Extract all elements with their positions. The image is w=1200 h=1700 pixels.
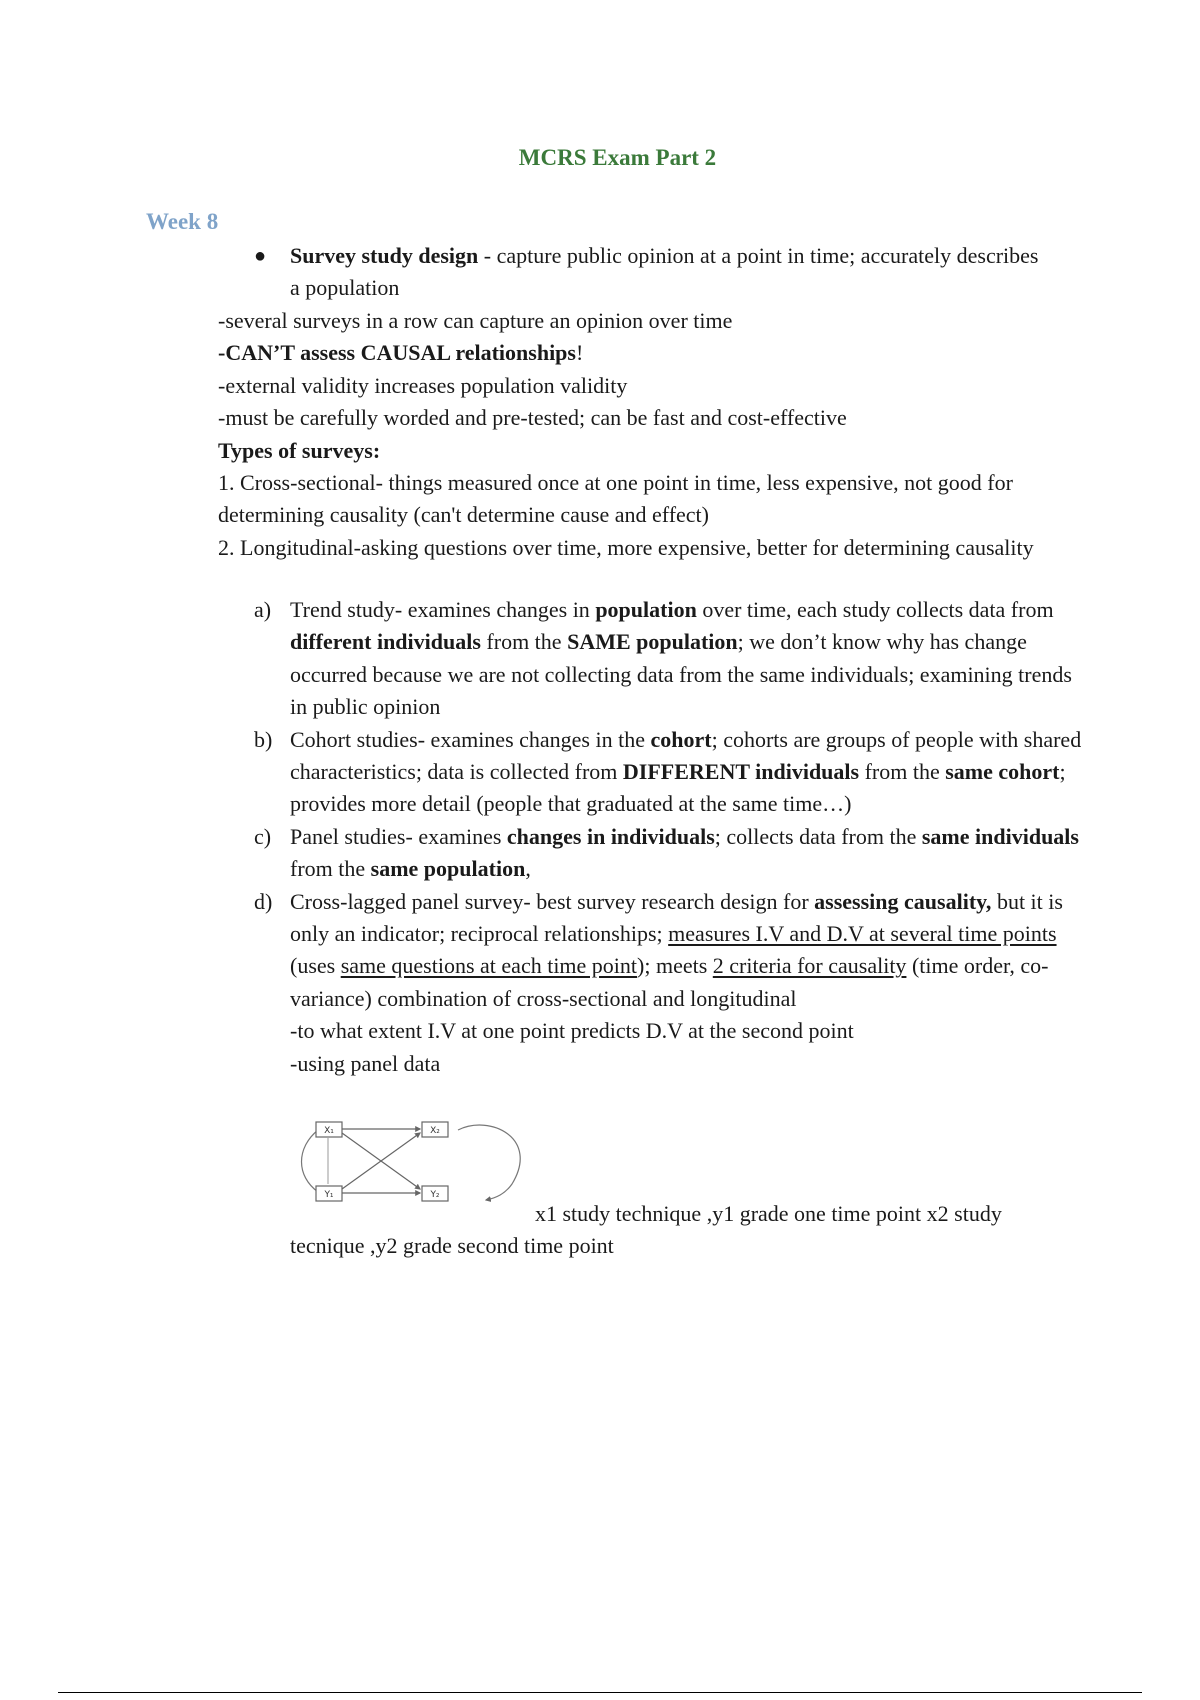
diagram-label-y2: Y₂ [430,1190,440,1200]
list-item-text [290,821,1094,886]
text-run: ; collects data from the [714,823,922,849]
list-item-text [290,724,1094,821]
text-run: ; provides more detail (people that graduated at the same time…) [290,759,1066,817]
bold-run: cohort [650,726,712,752]
main-notes [218,305,1088,564]
type-longitudinal: 2. Longitudinal-asking questions over time, more expensive, better for determining causality [218,534,1034,560]
note-causal-warning: -CAN’T assess CAUSAL relationships [218,340,576,366]
note-exclamation: ! [575,340,584,366]
bullet-term: Survey study design [290,243,479,268]
diagram-label-x1: X₁ [324,1126,334,1136]
underline-run: same questions at each time point [340,953,638,979]
list-item-cohort [254,724,1094,821]
bold-run: DIFFERENT individuals [622,759,860,785]
text-run: Cohort studies- examines changes in the [290,726,651,752]
list-marker: d) [254,888,273,914]
diagram-label-x2: X₂ [430,1126,440,1136]
bold-run: same population [370,856,526,882]
text-run: from the [480,629,568,655]
diagram-caption [290,1198,1090,1263]
bullet-text [290,240,1050,305]
footer-rule [58,1692,1142,1693]
bold-run: SAME population [567,629,738,655]
note-line-2 [218,337,1088,369]
note-line-4: -must be carefully worded and pre-tested; can be fast and cost-effective [218,405,847,431]
cross-lagged-note-1: -to what extent I.V at one point predicts D.V at the second point [290,1018,854,1044]
diagram-label-y1: Y₁ [324,1190,334,1200]
bullet-dot-icon: ● [254,245,267,267]
list-marker: b) [254,726,273,752]
underline-run: 2 criteria for causality [712,953,907,979]
document-title: MCRS Exam Part 2 [518,145,717,170]
list-item-panel [254,821,1094,886]
text-run: Trend study- examines changes in [290,597,596,622]
list-marker: a) [254,597,272,622]
bold-run: different individuals [290,629,481,655]
survey-types-list [254,594,1094,1080]
text-run: ; cohorts are groups of people with shared characteristics; data is collected from [290,726,1082,785]
text-run: (time order, co-variance) combination of cross-sectional and longitudinal [290,953,1049,1011]
bold-run: population [595,597,697,622]
list-item-trend [254,594,1094,724]
types-heading-text: Types of surveys: [218,437,381,463]
bullet-rest: - capture public opinion at a point in time; accurately describes a population [290,243,1039,301]
text-run: (uses [290,953,341,979]
text-run: Panel studies- examines [290,823,507,849]
list-item-text [290,886,1094,1016]
text-run: but it is only an indicator; reciprocal relationships; [290,888,1063,947]
note-line-3: -external validity increases population validity [218,372,628,398]
week-heading: Week 8 [146,209,219,234]
diagram-correlation-arc-right [458,1125,520,1200]
text-run: Cross-lagged panel survey- best survey research design for [290,888,815,914]
text-run: over time, each study collects data from [696,597,1054,622]
type-cross-sectional: 1. Cross-sectional- things measured once at one point in time, less expensive, not good for determining causality (can't determine cause and effect) [218,470,1013,528]
bold-run: same cohort [945,759,1060,785]
underline-run: measures I.V and D.V at several time points [668,921,1057,947]
list-item-cross-lagged [254,886,1094,1080]
note-line-1: -several surveys in a row can capture an opinion over time [218,308,733,333]
text-run: from the [290,856,371,882]
cross-lagged-diagram [300,1118,536,1208]
text-run: ; we don’t know why has change occurred because we are not collecting data from the same individuals; examining trends in public opinion [290,629,1072,720]
cross-lagged-note-2: -using panel data [290,1050,441,1076]
caption-line-2: tecnique ,y2 grade second time point [290,1233,614,1259]
diagram-correlation-arc-left [302,1130,319,1192]
types-heading [218,435,1088,467]
list-marker: c) [254,823,272,849]
bold-run: same individuals [921,823,1079,849]
text-run: from the [859,759,946,785]
text-run: , [525,856,531,882]
bold-run: assessing causality, [814,888,992,914]
list-item-text [290,594,1094,724]
caption-line-1: x1 study technique ,y1 grade one time point x2 study [535,1201,1002,1226]
text-run: ); meets [637,953,713,979]
bold-run: changes in individuals [506,823,715,849]
